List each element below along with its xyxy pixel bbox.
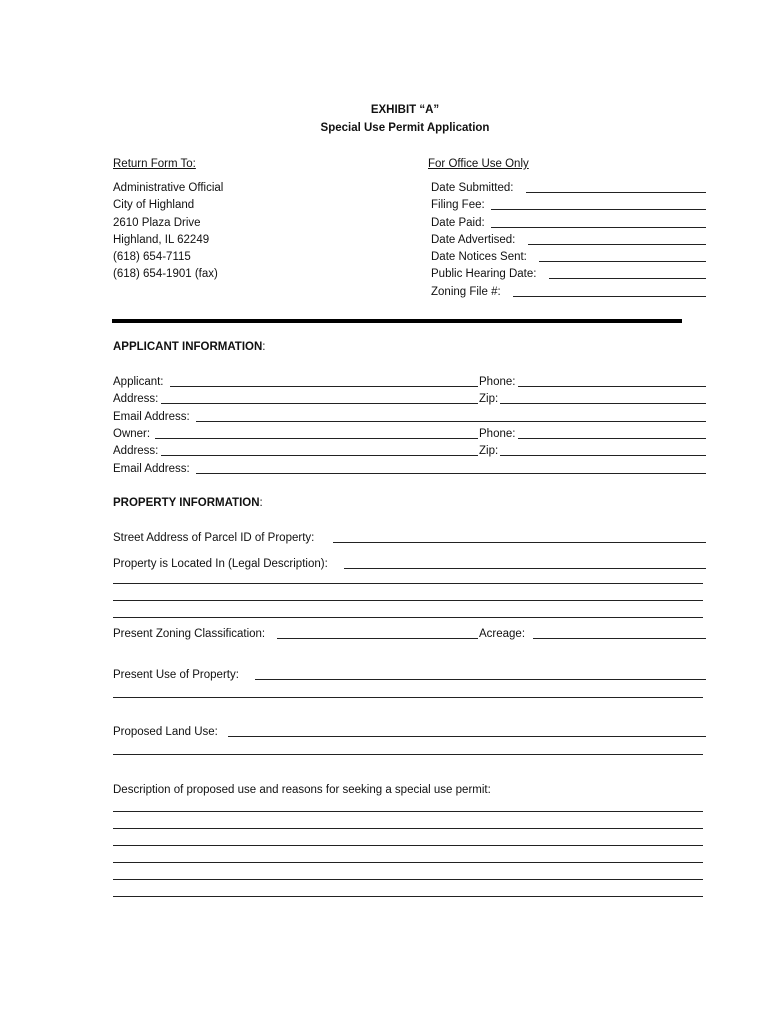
description-line[interactable]: [113, 845, 703, 846]
zip-label: Zip:: [479, 445, 499, 457]
legal-description-label: Property is Located In (Legal Description):: [113, 558, 328, 570]
return-line: (618) 654-1901 (fax): [113, 268, 218, 280]
phone-label: Phone:: [479, 428, 516, 440]
applicant-zip-field[interactable]: [500, 403, 706, 404]
acreage-label: Acreage:: [479, 628, 526, 640]
legal-description-line[interactable]: [113, 600, 703, 601]
description-label: Description of proposed use and reasons for seeking a special use permit:: [113, 784, 491, 796]
description-line[interactable]: [113, 896, 703, 897]
return-line: Highland, IL 62249: [113, 234, 210, 246]
exhibit-label: EXHIBIT “A”: [370, 104, 440, 116]
office-field-label: Date Advertised:: [431, 234, 516, 246]
phone-label: Phone:: [479, 376, 516, 388]
description-line[interactable]: [113, 879, 703, 880]
present-use-field[interactable]: [255, 679, 706, 680]
description-line[interactable]: [113, 828, 703, 829]
owner-email-field[interactable]: [196, 473, 706, 474]
public-hearing-date-field[interactable]: [549, 278, 706, 279]
return-line: (618) 654-7115: [113, 251, 191, 263]
return-heading: Return Form To:: [113, 158, 196, 170]
owner-zip-field[interactable]: [500, 455, 706, 456]
return-line: City of Highland: [113, 199, 195, 211]
applicant-section-heading: APPLICANT INFORMATION:: [113, 341, 266, 353]
applicant-phone-field[interactable]: [518, 386, 706, 387]
acreage-field[interactable]: [533, 638, 706, 639]
property-section-heading: PROPERTY INFORMATION:: [113, 497, 263, 509]
zoning-classification-label: Present Zoning Classification:: [113, 628, 266, 640]
office-field-label: Zoning File #:: [431, 286, 501, 298]
legal-description-line[interactable]: [113, 617, 703, 618]
date-advertised-field[interactable]: [528, 244, 706, 245]
office-field-label: Date Notices Sent:: [431, 251, 527, 263]
owner-phone-field[interactable]: [518, 438, 706, 439]
owner-label: Owner:: [113, 428, 151, 440]
present-use-label: Present Use of Property:: [113, 669, 239, 681]
applicant-label: Applicant:: [113, 376, 164, 388]
street-address-label: Street Address of Parcel ID of Property:: [113, 532, 315, 544]
applicant-address-field[interactable]: [161, 403, 478, 404]
filing-fee-field[interactable]: [491, 209, 706, 210]
owner-address-field[interactable]: [161, 455, 478, 456]
proposed-land-use-label: Proposed Land Use:: [113, 726, 218, 738]
date-notices-sent-field[interactable]: [539, 261, 706, 262]
office-field-label: Filing Fee:: [431, 199, 485, 211]
applicant-field[interactable]: [170, 386, 478, 387]
office-field-label: Public Hearing Date:: [431, 268, 537, 280]
owner-field[interactable]: [155, 438, 478, 439]
applicant-email-field[interactable]: [196, 421, 706, 422]
description-line[interactable]: [113, 862, 703, 863]
legal-description-field[interactable]: [344, 568, 706, 569]
zoning-classification-field[interactable]: [277, 638, 478, 639]
description-line[interactable]: [113, 811, 703, 812]
office-field-label: Date Submitted:: [431, 182, 514, 194]
form-title: Special Use Permit Application: [320, 122, 490, 134]
return-line: Administrative Official: [113, 182, 224, 194]
proposed-land-use-field[interactable]: [228, 736, 706, 737]
street-address-field[interactable]: [333, 542, 706, 543]
date-paid-field[interactable]: [491, 227, 706, 228]
address-label: Address:: [113, 393, 159, 405]
email-label: Email Address:: [113, 411, 190, 423]
date-submitted-field[interactable]: [526, 192, 706, 193]
zoning-file-field[interactable]: [513, 296, 706, 297]
address-label: Address:: [113, 445, 159, 457]
return-line: 2610 Plaza Drive: [113, 217, 201, 229]
zip-label: Zip:: [479, 393, 499, 405]
office-field-label: Date Paid:: [431, 217, 485, 229]
legal-description-line[interactable]: [113, 583, 703, 584]
email-label: Email Address:: [113, 463, 190, 475]
section-divider: [112, 319, 682, 323]
office-heading: For Office Use Only: [428, 158, 529, 170]
proposed-land-use-line[interactable]: [113, 754, 703, 755]
present-use-line[interactable]: [113, 697, 703, 698]
